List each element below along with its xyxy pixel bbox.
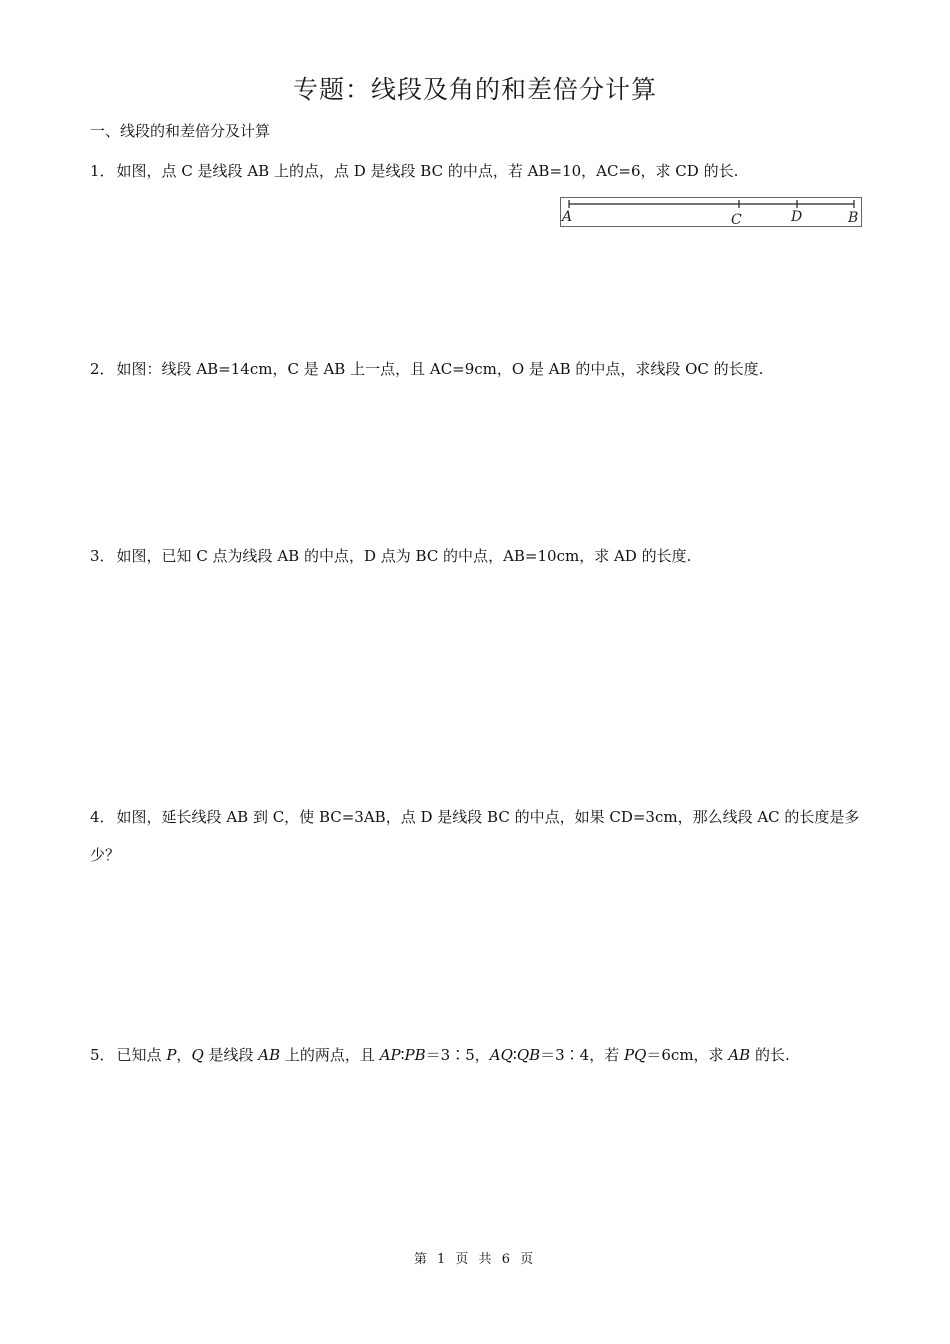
- page-footer: 第 1 页 共 6 页: [413, 1252, 537, 1267]
- problem-1: [90, 152, 865, 190]
- page-title: 专题：线段及角的和差倍分计算: [292, 75, 657, 104]
- problem-number: 1．: [90, 162, 115, 180]
- problem-number: 2．: [90, 360, 115, 378]
- section-heading: 一、线段的和差倍分及计算: [90, 122, 271, 140]
- problem-3: [90, 537, 865, 575]
- problem-number: 3．: [90, 547, 115, 565]
- label-a: A: [562, 209, 573, 225]
- problem-text: 如图，已知 C 点为线段 AB 的中点，D 点为 BC 的中点，AB=10cm，求 AD 的长度.: [116, 547, 692, 565]
- problem-text: 已知点 P，Q 是线段 AB 上的两点，且 AP∶PB＝3∶5，AQ∶QB＝3∶4，若 PQ＝6cm，求 AB 的长.: [116, 1046, 790, 1064]
- problem-text: 如图，延长线段 AB 到 C，使 BC=3AB，点 D 是线段 BC 的中点，如果 CD=3cm，那么线段 AC 的长度是多少？: [90, 808, 860, 864]
- label-b: B: [848, 210, 859, 226]
- problem-2: [90, 350, 865, 388]
- problem-5: [90, 1036, 865, 1074]
- label-c: C: [731, 212, 742, 226]
- problem-4: [90, 798, 865, 874]
- segment-diagram: [561, 198, 861, 226]
- segment-figure: [560, 197, 862, 227]
- problem-number: 4．: [90, 808, 115, 826]
- problem-text: 如图：线段 AB=14cm，C 是 AB 上一点，且 AC=9cm，O 是 AB 的中点，求线段 OC 的长度.: [116, 360, 764, 378]
- problem-number: 5．: [90, 1046, 115, 1064]
- label-d: D: [791, 209, 803, 225]
- problem-text: 如图，点 C 是线段 AB 上的点，点 D 是线段 BC 的中点，若 AB=10，AC=6，求 CD 的长.: [116, 162, 739, 180]
